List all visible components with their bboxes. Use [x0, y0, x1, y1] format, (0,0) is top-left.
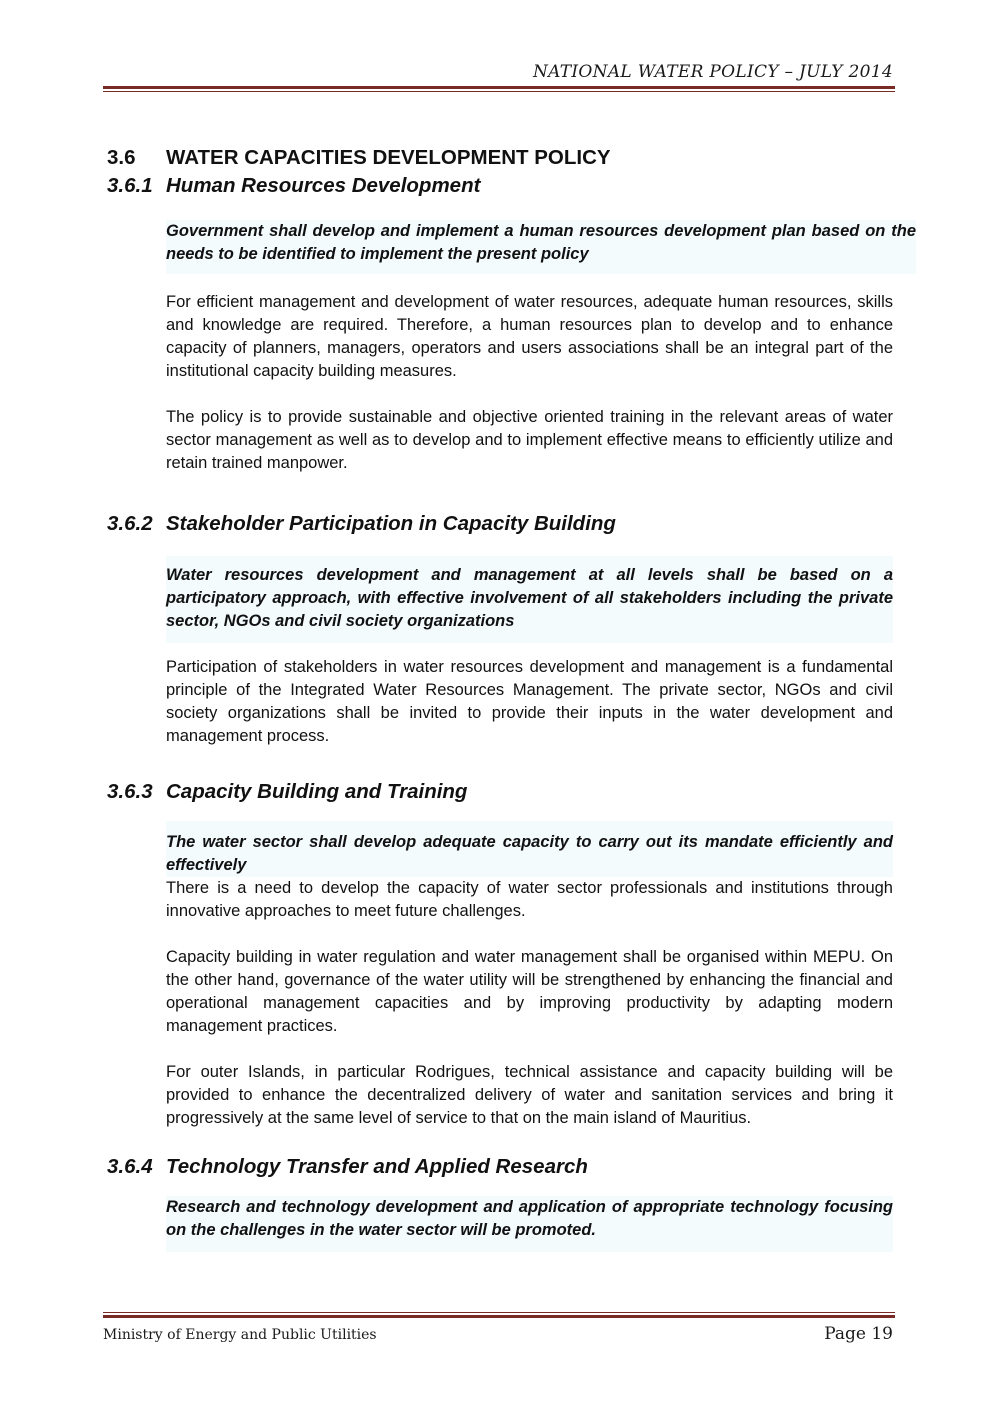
policy-statement: The water sector shall develop adequate capacity to carry out its mandate efficiently and effectively: [166, 821, 893, 877]
subsection-title: Stakeholder Participation in Capacity Building: [166, 512, 616, 535]
subsection-heading-3-6-1: [107, 172, 893, 200]
subsection-heading-3-6-3: [107, 778, 893, 806]
subsection-heading-3-6-4: [107, 1153, 893, 1181]
policy-statement: Government shall develop and implement a human resources development plan based on the needs to be identified to implement the present policy: [166, 220, 916, 274]
subsection-heading-3-6-2: [107, 510, 893, 538]
policy-statement: Research and technology development and application of appropriate technology focusing on the challenges in the water sector will be promoted.: [166, 1196, 893, 1252]
paragraph: Participation of stakeholders in water resources development and management is a fundamental principle of the Integrated Water Resources Management. The private sector, NGOs and civil society organizations shall be invited to provide their inputs in the water development and management process.: [166, 658, 893, 745]
section-heading: [107, 145, 893, 171]
footer-rule: [103, 1315, 895, 1318]
paragraph: Capacity building in water regulation and water management shall be organised within MEPU. On the other hand, governance of the water utility will be strengthened by enhancing the financial and operational management capacities and by improving productivity by adapting modern management practices.: [166, 948, 893, 1035]
paragraph: For outer Islands, in particular Rodrigues, technical assistance and capacity building will be provided to enhance the decentralized delivery of water and sanitation services and bring it progressively at the same level of service to that on the main island of Mauritius.: [166, 1063, 893, 1127]
header-rule-thin: [103, 91, 895, 92]
subsection-title: Human Resources Development: [166, 174, 481, 197]
subsection-title: Capacity Building and Training: [166, 780, 468, 803]
subsection-number: 3.6.2: [107, 512, 153, 535]
footer-rule-thin: [103, 1312, 895, 1313]
subsection-number: 3.6.1: [107, 174, 153, 197]
footer-ministry: Ministry of Energy and Public Utilities: [103, 1327, 377, 1343]
section-title: WATER CAPACITIES DEVELOPMENT POLICY: [166, 146, 611, 169]
paragraph: For efficient management and development of water resources, adequate human resources, skills and knowledge are required. Therefore, a human resources plan to develop and to enhance capacity of planners, managers, operators and users associations shall be an integral part of the institutional capacity building measures.: [166, 293, 893, 380]
page-header-title: NATIONAL WATER POLICY – JULY 2014: [532, 62, 893, 82]
paragraph: There is a need to develop the capacity of water sector professionals and institutions through innovative approaches to meet future challenges.: [166, 879, 893, 920]
footer-page-number: Page 19: [824, 1324, 893, 1344]
subsection-title: Technology Transfer and Applied Research: [166, 1155, 588, 1178]
subsection-number: 3.6.3: [107, 780, 153, 803]
subsection-number: 3.6.4: [107, 1155, 153, 1178]
paragraph: The policy is to provide sustainable and objective oriented training in the relevant areas of water sector management as well as to develop and to implement effective means to efficiently utilize and retain trained manpower.: [166, 408, 893, 472]
policy-statement: Water resources development and management at all levels shall be based on a participatory approach, with effective involvement of all stakeholders including the private sector, NGOs and civil society organizations: [166, 556, 893, 643]
section-number: 3.6: [107, 146, 136, 169]
page-content: [107, 145, 916, 1252]
header-rule: [103, 86, 895, 89]
